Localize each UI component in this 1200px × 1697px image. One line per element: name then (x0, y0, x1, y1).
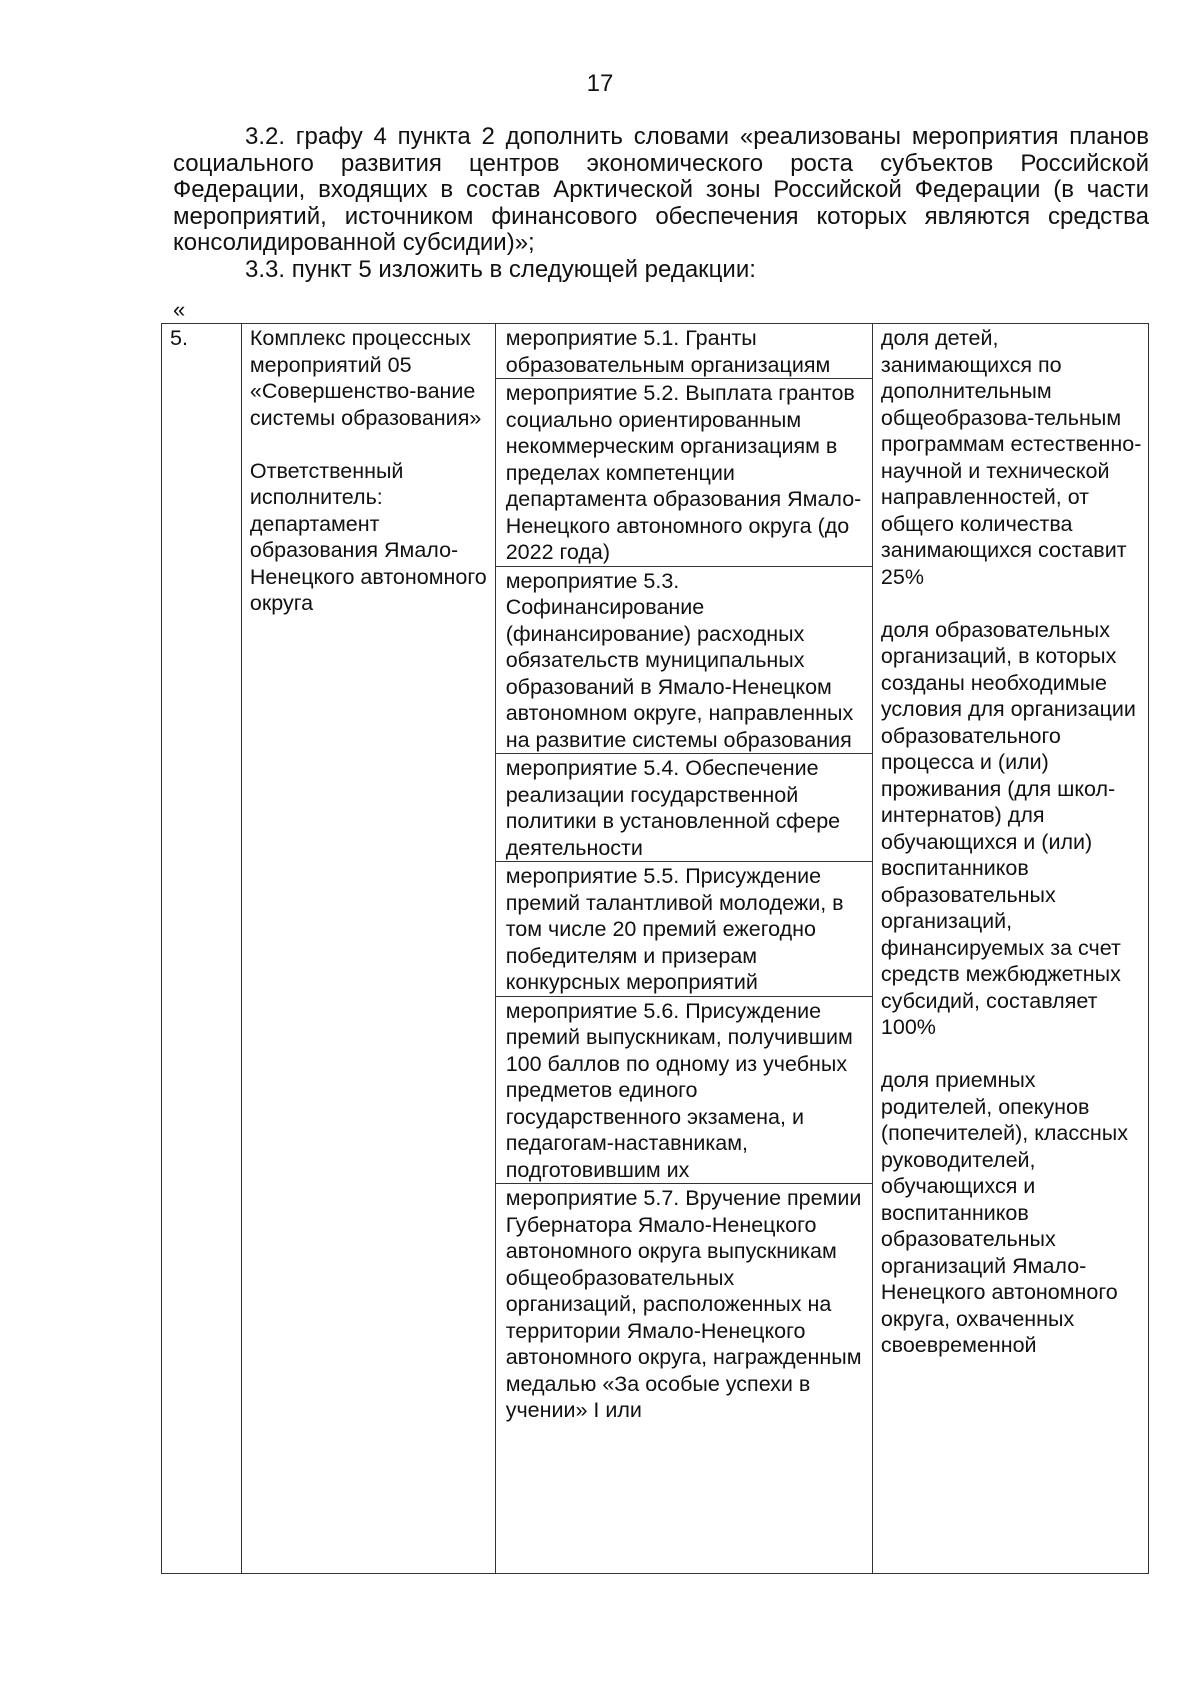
measures-table (161, 323, 1149, 1574)
opening-quote-mark: « (173, 297, 186, 322)
indicators-cell (872, 324, 1148, 1574)
event-5-3: мероприятие 5.3. Софинансирование (финансирование) расходных обязательств муниципальных образований в Ямало-Ненецком автономном округе, направленных на развитие системы образования (496, 567, 872, 755)
indicator-parents-share: доля приемных родителей, опекунов (попечителей), классных руководителей, обучающихся и воспитанников образовательных организаций Ямало-Ненецкого автономного округа, охваченных своевременной (880, 1068, 1128, 1357)
paragraph-3-2: 3.2. графу 4 пункта 2 дополнить словами «реализованы мероприятия планов социального развития центров экономического роста субъектов Российской Федерации, входящих в состав Арктической зоны Российской Федерации (в части мероприятий, источником финансового обеспечения которых являются средства консолидированной субсидии)»; (173, 123, 1149, 256)
indicator-children-share: доля детей, занимающихся по дополнительным общеобразова-тельным программам естественно-научной и технической направленностей, от общего количества занимающихся составит 25% (880, 326, 1142, 589)
paragraph-3-3: 3.3. пункт 5 изложить в следующей редакции: (245, 255, 756, 283)
intro-text (173, 124, 1149, 283)
indicator-organizations-share: доля образовательных организаций, в которых созданы необходимые условия для организации образовательного процесса и (или) проживания (для школ-интернатов) для обучающихся и (или) воспитанников образовательных организаций, финансируемых за счет средств межбюджетных субсидий, составляет 100% (880, 617, 1136, 1039)
complex-title: Комплекс процессных мероприятий 05 «Совершенство-вание системы образования» (249, 326, 482, 430)
spacer (881, 1041, 1142, 1068)
responsible-executor: Ответственный исполнитель: департамент образования Ямало-Ненецкого автономного округа (249, 458, 487, 615)
spacer (881, 590, 1142, 617)
complex-name-cell (241, 324, 495, 1574)
event-5-5: мероприятие 5.5. Присуждение премий талантливой молодежи, в том числе 20 премий ежегодно победителям и призерам конкурсных мероприятий (496, 862, 872, 997)
event-5-2: мероприятие 5.2. Выплата грантов социально ориентированным некоммерческим организациям в пределах компетенции департамента образования Ямало-Ненецкого автономного округа (до 2022 года) (496, 379, 872, 567)
row-number-cell: 5. (162, 324, 242, 1574)
event-5-4: мероприятие 5.4. Обеспечение реализации государственной политики в установленной сфере деятельности (496, 754, 872, 862)
events-cell (495, 324, 872, 1574)
spacer (250, 431, 489, 458)
page-number: 17 (586, 70, 614, 97)
event-5-1: мероприятие 5.1. Гранты образовательным организациям (496, 324, 872, 379)
event-5-6: мероприятие 5.6. Присуждение премий выпускникам, получившим 100 баллов по одному из учебных предметов единого государственного экзамена, и педагогам-наставникам, подготовившим их (496, 997, 872, 1185)
event-5-7: мероприятие 5.7. Вручение премии Губернатора Ямало-Ненецкого автономного округа выпускникам общеобразовательных организаций, расположенных на территории Ямало-Ненецкого автономного округа, награжденным медалью «За особые успехи в учении» I или (505, 1186, 862, 1422)
table-row (162, 324, 1149, 1574)
